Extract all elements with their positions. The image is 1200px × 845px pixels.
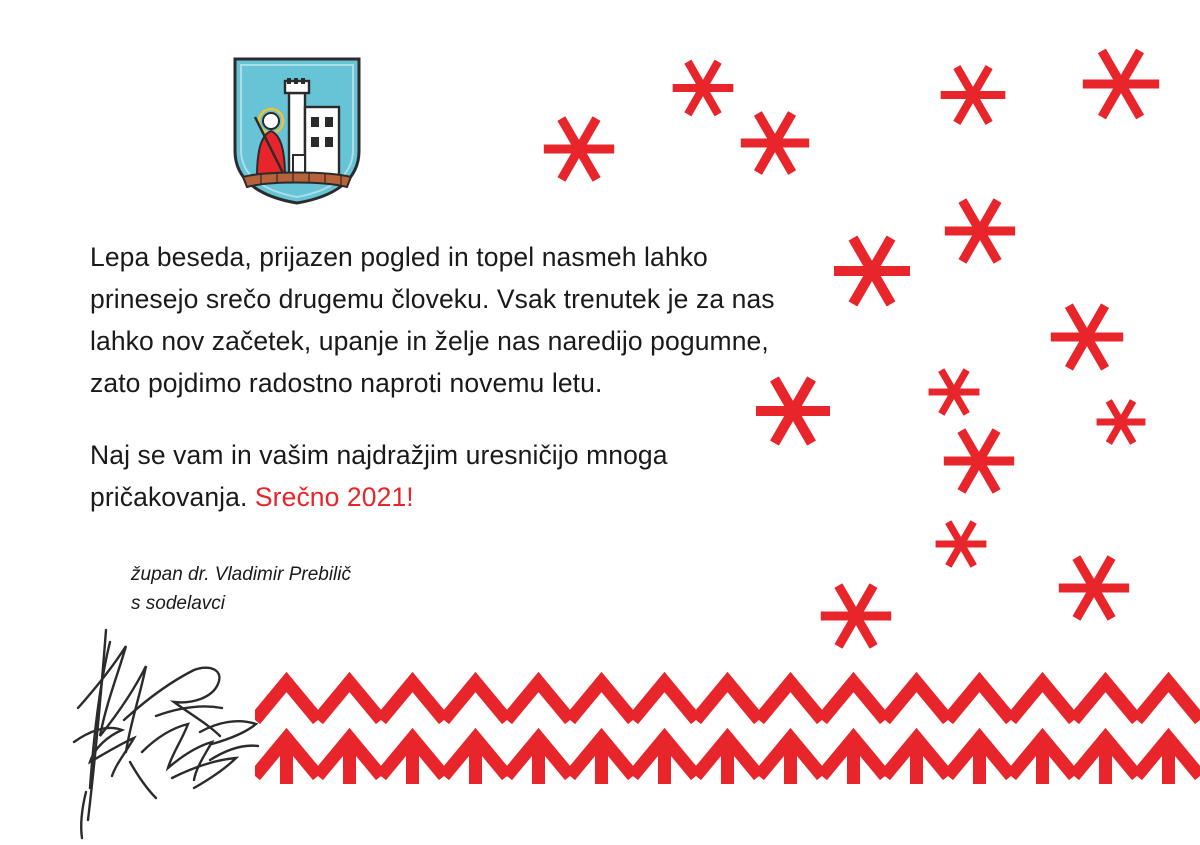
snowflake-icon <box>543 113 615 185</box>
greeting-line-2: prinesejo srečo drugemu človeku. Vsak trenutek je za nas <box>90 284 775 314</box>
snowflake-icon <box>1082 45 1160 123</box>
snowflake-icon <box>928 366 980 418</box>
snowflake-icon <box>943 425 1015 497</box>
snowflake-icon <box>1096 397 1146 447</box>
signatory-name: župan dr. Vladimir Prebilič <box>131 564 351 585</box>
snowflake-icon <box>740 108 810 178</box>
wish-line-2-prefix: pričakovanja. <box>90 482 255 512</box>
zigzag-border-decoration <box>255 672 1200 792</box>
snowflake-icon <box>935 518 987 570</box>
snowflake-icon <box>940 62 1006 128</box>
paragraph-spacer <box>90 404 830 434</box>
snowflake-icon <box>820 580 892 652</box>
new-year-wish: Srečno 2021! <box>254 482 414 512</box>
greeting-line-3: lahko nov začetek, upanje in želje nas naredijo pogumne, <box>90 326 769 356</box>
snowflake-icon <box>1050 300 1124 374</box>
signature-text <box>131 560 591 618</box>
coat-of-arms-emblem <box>231 55 363 207</box>
greeting-text <box>90 236 830 518</box>
snowflake-icon <box>672 57 734 119</box>
snowflake-icon <box>755 373 831 449</box>
greeting-line-4: zato pojdimo radostno naproti novemu letu. <box>90 368 603 398</box>
wish-line-2 <box>90 476 830 518</box>
greeting-line-1: Lepa beseda, prijazen pogled in topel nasmeh lahko <box>90 242 708 272</box>
snowflake-icon <box>833 232 911 310</box>
wish-line-1: Naj se vam in vašim najdražjim uresničijo mnoga <box>90 440 668 470</box>
snowflake-icon <box>944 195 1016 267</box>
snowflake-icon <box>1058 552 1130 624</box>
signatory-team: s sodelavci <box>131 593 225 614</box>
